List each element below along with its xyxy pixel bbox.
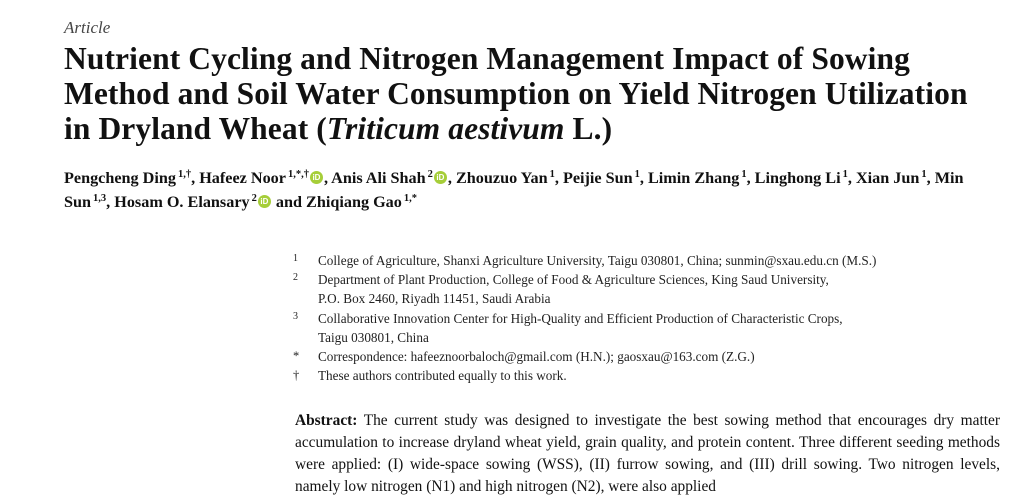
title-species: Triticum aestivum [326,111,565,146]
affiliation-list [293,251,993,385]
abstract-heading: Abstract: [295,412,358,429]
author [114,193,272,211]
author-affiliation-marker: 1,* [403,193,417,204]
author-affiliation-marker: 1 [549,169,555,180]
title-end: L.) [564,111,613,146]
author-affiliation-marker: 1 [634,169,640,180]
affiliation-item [293,366,993,385]
author-name: Hafeez Noor [199,169,286,187]
author-affiliation-marker: 1 [741,169,747,180]
paper-title [64,41,994,146]
affiliation-marker: 2 [293,272,298,284]
affiliation-text: Department of Plant Production, College of Food & Agriculture Sciences, King Saud University, [318,272,829,288]
author-connector: and [275,193,302,211]
affiliation-marker: 3 [293,310,298,322]
author-affiliation-marker: 2 [251,193,257,204]
orcid-icon[interactable]: iD [434,171,447,184]
author-list: Pengcheng Ding $^{1,\dagger}$, Hafeez Noor $^{1,*,\dagger}$ iD , Anis Ali Shah $^2$ iD , Zhouzuo Yan $^1$, Peijie Sun $^1$, Limin Zhang $^1$, Linghong Li $^1$, Xian Jun $^1$, Min Sun $^{1,3}$, Hosam O. Elansary $^2$ iD and Zhiqiang Gao $^{1,*}$ [64,169,964,211]
affiliation-item [293,289,993,308]
affiliation-text: P.O. Box 2460, Riyadh 11451, Saudi Arabia [318,291,551,307]
author-affiliation-marker: 1,*,† [287,169,309,180]
author-name: Pengcheng Ding [64,169,176,187]
affiliation-item [293,347,993,366]
affiliation-marker: * [293,349,300,364]
author-name: Peijie Sun [562,169,633,187]
author-name: Hosam O. Elansary [114,193,250,211]
affiliation-text: Correspondence: hafeeznoorbaloch@gmail.com (H.N.); gaosxau@163.com (Z.G.) [318,349,755,365]
author [64,169,191,187]
author [563,169,640,187]
author [331,169,448,187]
author-name: Xian Jun [855,169,920,187]
affiliation-marker [293,326,318,345]
author-name: Limin Zhang [648,169,740,187]
abstract-section [295,410,1000,498]
author-affiliation-marker: 1,3 [93,193,107,204]
author-affiliation-marker: 1 [842,169,848,180]
affiliation-item [293,270,993,289]
author [856,169,927,187]
author [456,169,555,187]
affiliation-item [293,309,993,328]
affiliation-text: Taigu 030801, China [318,329,429,345]
author-affiliation-marker: 2 [427,169,433,180]
affiliation-marker: 1 [293,253,298,264]
author-affiliation-marker: 1,† [177,169,192,180]
affiliation-item [293,328,993,347]
author [648,169,747,187]
title-main: Nutrient Cycling and Nitrogen Management Impact of Sowing Method and Soil Water Consumption on Yield Nitrogen Utilization in Dryland Wheat ( [64,41,968,146]
author-name: Anis Ali Shah [331,169,426,187]
author [306,193,417,211]
author-affiliation-marker: 1 [921,169,927,180]
author-name: Zhiqiang Gao [306,193,402,211]
affiliation-text: Collaborative Innovation Center for High-Quality and Efficient Production of Characteristic Crops, [318,310,843,326]
affiliation-text: These authors contributed equally to this work. [318,368,567,384]
affiliation-marker [293,287,318,306]
author [199,169,324,187]
orcid-icon[interactable]: iD [310,171,323,184]
abstract-text: The current study was designed to investigate the best sowing method that encourages dry matter accumulation to increase dryland wheat yield, grain quality, and protein content. Three different seeding methods were applied: (I) wide-space sowing (WSS), (II) furrow sowing, and (III) drill sowing. Two nitrogen levels, namely low nitrogen (N1) and high nitrogen (N2), were also applied [295,412,1000,495]
article-type-label: Article [64,18,111,37]
orcid-icon[interactable]: iD [258,195,271,208]
affiliation-item [293,251,993,270]
affiliation-marker: † [293,368,300,383]
author-name: Linghong Li [754,169,841,187]
author-name: Min Sun [64,169,964,211]
author [755,169,848,187]
author-name: Zhouzuo Yan [455,169,548,187]
affiliation-text: College of Agriculture, Shanxi Agriculture University, Taigu 030801, China; sunmin@sxau.edu.cn (M.S.) [318,253,877,268]
